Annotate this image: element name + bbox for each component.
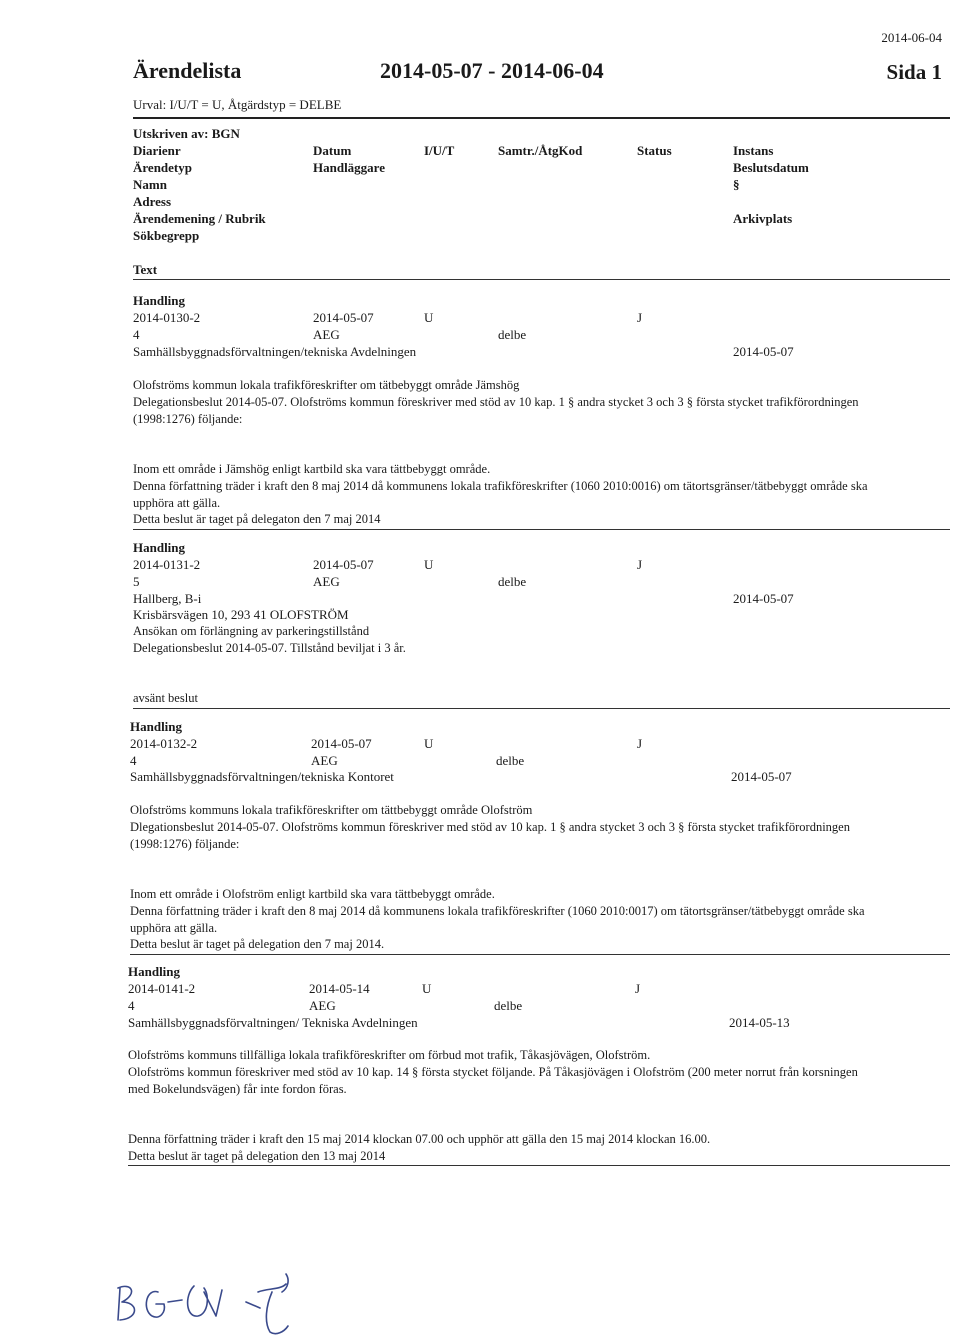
record-divider <box>133 529 950 530</box>
datum: 2014-05-14 <box>309 981 370 996</box>
handlaggare: AEG <box>309 998 336 1013</box>
text-line: (1998:1276) följande: <box>130 837 240 851</box>
text-line: Inom ett område i Olofström enligt kartbild ska vara tättbebyggt område. <box>130 887 495 901</box>
beslutsdatum: 2014-05-07 <box>733 591 794 606</box>
text-line: Delegationsbeslut 2014-05-07. Olofströms kommun föreskriver med stöd av 10 kap. 1 § andra stycket 3 och 3 § första stycket trafikförordningen <box>133 395 859 409</box>
legend-handlaggare: Handläggare <box>313 160 385 175</box>
arendetyp: 4 <box>130 753 137 768</box>
legend-diarienr: Diarienr <box>133 143 181 158</box>
namn: Samhällsbyggnadsförvaltningen/tekniska Kontoret <box>130 769 394 784</box>
legend-iut: I/U/T <box>424 143 455 158</box>
legend-datum: Datum <box>313 143 352 158</box>
text-line: Denna författning träder i kraft den 8 maj 2014 då kommunens lokala trafikföreskrifter (1060 2010:0016) om tätortsgränser/tätbebyggt område ska <box>133 479 868 493</box>
status: J <box>637 310 643 325</box>
legend-samtr: Samtr./ÅtgKod <box>498 143 583 158</box>
selection-criteria: Urval: I/U/T = U, Åtgärdstyp = DELBE <box>133 97 342 112</box>
iut: U <box>422 981 432 996</box>
arendetyp: 4 <box>133 327 140 342</box>
handlaggare: AEG <box>311 753 338 768</box>
text-line: Denna författning träder i kraft den 15 maj 2014 klockan 07.00 och upphör att gälla den 15 maj 2014 klockan 16.00. <box>128 1132 711 1146</box>
iut: U <box>424 557 434 572</box>
status: J <box>635 981 641 996</box>
record-label: Handling <box>133 540 186 555</box>
atgkod: delbe <box>498 327 527 342</box>
report-date: 2014-06-04 <box>881 30 942 45</box>
text-line: Delegationsbeslut 2014-05-07. Tillstånd beviljat i 3 år. <box>133 641 406 655</box>
record-label: Handling <box>133 293 186 308</box>
atgkod: delbe <box>498 574 527 589</box>
beslutsdatum: 2014-05-07 <box>733 344 794 359</box>
text-line: Olofströms kommuns lokala trafikföreskrifter om tättbebyggt område Olofström <box>130 803 533 817</box>
report-period: 2014-05-07 - 2014-06-04 <box>380 58 604 83</box>
legend-divider <box>133 279 950 280</box>
legend-namn: Namn <box>133 177 167 192</box>
text-line: Detta beslut är taget på delegation den 13 maj 2014 <box>128 1149 386 1163</box>
text-line: med Bokelundsvägen) får inte fordon föras. <box>128 1082 347 1096</box>
text-line: Olofströms kommun lokala trafikföreskrifter om tätbebyggt område Jämshög <box>133 378 520 392</box>
legend-arkivplats: Arkivplats <box>733 211 793 226</box>
text-line: Detta beslut är taget på delegation den 7 maj 2014. <box>130 937 385 951</box>
legend-beslutsdatum: Beslutsdatum <box>733 160 809 175</box>
handwritten-signature <box>108 1262 308 1338</box>
iut: U <box>424 310 434 325</box>
arendetyp: 5 <box>133 574 140 589</box>
text-line: Olofströms kommun föreskriver med stöd av 10 kap. 14 § första stycket följande. På Tåkasjövägen i Olofström (200 meter norrut från korsningen <box>128 1065 858 1079</box>
record-label: Handling <box>128 964 181 979</box>
legend-text: Text <box>133 262 158 277</box>
adress: Krisbärsvägen 10, 293 41 OLOFSTRÖM <box>133 607 349 622</box>
diarienr: 2014-0141-2 <box>128 981 196 996</box>
beslutsdatum: 2014-05-13 <box>729 1015 790 1030</box>
page-number: Sida 1 <box>886 60 942 84</box>
printed-by: Utskriven av: BGN <box>133 126 240 141</box>
datum: 2014-05-07 <box>311 736 372 751</box>
text-line: Denna författning träder i kraft den 8 maj 2014 då kommunens lokala trafikföreskrifter (1060 2010:0017) om tätortsgränser/tätbebyggt område ska <box>130 904 865 918</box>
status: J <box>637 736 643 751</box>
text-line: upphöra att gälla. <box>133 496 221 510</box>
namn: Hallberg, B-i <box>133 591 202 606</box>
atgkod: delbe <box>496 753 525 768</box>
record-divider <box>133 708 950 709</box>
beslutsdatum: 2014-05-07 <box>731 769 792 784</box>
namn: Samhällsbyggnadsförvaltningen/tekniska Avdelningen <box>133 344 417 359</box>
record-divider <box>130 954 950 955</box>
handlaggare: AEG <box>313 574 340 589</box>
record-label: Handling <box>130 719 183 734</box>
status: J <box>637 557 643 572</box>
text-line: avsänt beslut <box>133 691 198 705</box>
diarienr: 2014-0131-2 <box>133 557 201 572</box>
text-line: (1998:1276) följande: <box>133 412 243 426</box>
diarienr: 2014-0132-2 <box>130 736 198 751</box>
text-line: Dlegationsbeslut 2014-05-07. Olofströms kommun föreskriver med stöd av 10 kap. 1 § andra stycket 3 och 3 § första stycket trafikförordningen <box>130 820 850 834</box>
legend-instans: Instans <box>733 143 774 158</box>
handlaggare: AEG <box>313 327 340 342</box>
datum: 2014-05-07 <box>313 310 374 325</box>
legend-arendemening: Ärendemening / Rubrik <box>133 211 266 226</box>
atgkod: delbe <box>494 998 523 1013</box>
text-line: Inom ett område i Jämshög enligt kartbild ska vara tättbebyggt område. <box>133 462 491 476</box>
legend-paragraf: § <box>733 177 740 192</box>
iut: U <box>424 736 434 751</box>
text-line: Ansökan om förlängning av parkeringstillstånd <box>133 624 370 638</box>
legend-status: Status <box>637 143 672 158</box>
text-line: Olofströms kommuns tillfälliga lokala trafikföreskrifter om förbud mot trafik, Tåkasjövägen, Olofström. <box>128 1048 651 1062</box>
text-line: upphöra att gälla. <box>130 921 218 935</box>
report-title: Ärendelista <box>133 58 242 83</box>
record-divider <box>128 1165 950 1166</box>
legend-arendetyp: Ärendetyp <box>133 160 192 175</box>
diarienr: 2014-0130-2 <box>133 310 201 325</box>
text-line: Detta beslut är taget på delegaton den 7 maj 2014 <box>133 512 381 526</box>
namn: Samhällsbyggnadsförvaltningen/ Tekniska Avdelningen <box>128 1015 418 1030</box>
legend-sokbegrepp: Sökbegrepp <box>133 228 200 243</box>
arendetyp: 4 <box>128 998 135 1013</box>
datum: 2014-05-07 <box>313 557 374 572</box>
legend-adress: Adress <box>133 194 172 209</box>
header-divider <box>133 117 950 119</box>
